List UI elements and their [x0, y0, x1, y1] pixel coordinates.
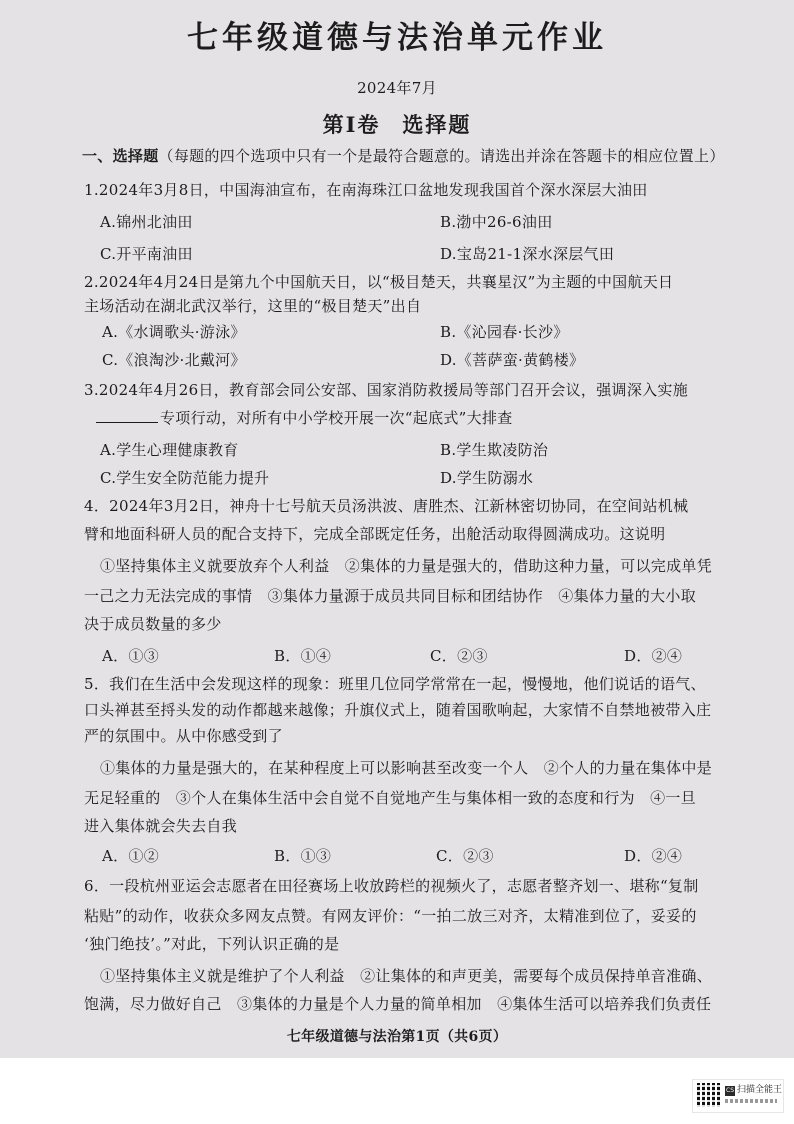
q3-option-d: D.学生防溺水 — [440, 469, 534, 487]
q5-stem-line3: 严的氛围中。从中你感受到了 — [84, 727, 283, 745]
q5-stem-line6: 进入集体就会失去自我 — [84, 817, 238, 835]
page-title: 七年级道德与法治单元作业 — [187, 20, 607, 56]
q5-option-b: B．①③ — [274, 847, 332, 865]
q4-stem-line1: 4．2024年3月2日，神舟十七号航天员汤洪波、唐胜杰、江新林密切协同，在空间站机械 — [84, 497, 689, 515]
q3-stem-line2 — [96, 408, 513, 428]
badge-subtext — [725, 1099, 777, 1103]
q1-option-b: B.渤中26-6油田 — [440, 213, 553, 231]
q5-option-a: A．①② — [102, 847, 160, 865]
section-volume: 第Ⅰ卷 — [322, 112, 381, 137]
exam-date: 2024年7月 — [357, 79, 437, 97]
q4-option-a: A．①③ — [102, 647, 160, 665]
q1-option-d: D.宝岛21-1深水深层气田 — [440, 245, 615, 263]
q5-option-c: C．②③ — [436, 847, 494, 865]
q2-option-b: B.《沁园春·长沙》 — [440, 323, 569, 341]
q1-stem: 1.2024年3月8日，中国海油宣布，在南海珠江口盆地发现我国首个深水深层大油田 — [84, 181, 648, 199]
q4-stem-line5: 决于成员数量的多少 — [84, 615, 222, 633]
q5-stem-line4: ①集体的力量是强大的，在某种程度上可以影响甚至改变一个人 ②个人的力量在集体中是 — [100, 759, 713, 777]
answer-blank — [96, 408, 158, 423]
cs-logo-icon: CS — [726, 1087, 734, 1094]
q2-option-d: D.《菩萨蛮·黄鹤楼》 — [440, 351, 585, 369]
q5-stem-line1: 5．我们在生活中会发现这样的现象：班里几位同学常常在一起，慢慢地，他们说话的语气、 — [84, 675, 706, 693]
q2-stem-line2: 主场活动在湖北武汉举行，这里的“极目楚天”出自 — [84, 297, 422, 315]
q4-stem-line4: 一己之力无法完成的事情 ③集体力量源于成员共同目标和团结协作 ④集体力量的大小取 — [84, 587, 697, 605]
page-footer: 七年级道德与法治第1页（共6页） — [286, 1029, 508, 1045]
q4-stem-line3: ①坚持集体主义就要放弃个人利益 ②集体的力量是强大的，借助这种力量，可以完成单凭 — [100, 557, 713, 575]
q5-option-d: D．②④ — [624, 847, 683, 865]
q4-stem-line2: 臂和地面科研人员的配合支持下，完成全部既定任务，出舱活动取得圆满成功。这说明 — [84, 525, 666, 543]
q6-stem-line5: 饱满，尽力做好自己 ③集体的力量是个人力量的简单相加 ④集体生活可以培养我们负责任 — [84, 995, 712, 1013]
q3-stem-line2-text: 专项行动，对所有中小学校开展一次“起底式”大排查 — [160, 409, 513, 427]
section-name: 选择题 — [402, 112, 472, 137]
q6-stem-line1: 6．一段杭州亚运会志愿者在田径赛场上收放跨栏的视频火了，志愿者整齐划一、堪称“复制 — [84, 877, 699, 895]
q1-option-c: C.开平南油田 — [100, 245, 193, 263]
q4-option-c: C．②③ — [430, 647, 488, 665]
q2-option-c: C.《浪淘沙·北戴河》 — [102, 351, 246, 369]
q6-stem-line4: ①坚持集体主义就是维护了个人利益 ②让集体的和声更美，需要每个成员保持单音准确、 — [100, 967, 713, 985]
q3-stem-line1: 3.2024年4月26日，教育部会同公安部、国家消防救援局等部门召开会议，强调深入实施 — [84, 381, 689, 399]
qr-code-icon — [697, 1083, 721, 1107]
q4-option-b: B．①④ — [274, 647, 332, 665]
scanner-badge — [692, 1079, 784, 1113]
q5-stem-line2: 口头禅甚至捋头发的动作都越来越像；升旗仪式上，随着国歌响起，大家情不自禁地被带入庄 — [84, 701, 712, 719]
part-instruction — [82, 146, 725, 166]
q3-option-a: A.学生心理健康教育 — [100, 441, 239, 459]
scanner-app-name: 扫描全能王 — [737, 1085, 783, 1095]
q1-option-a: A.锦州北油田 — [100, 213, 193, 231]
section-heading — [0, 110, 794, 140]
part-note: （每题的四个选项中只有一个是最符合题意的。请选出并涂在答题卡的相应位置上） — [158, 147, 725, 165]
part-heading: 一、选择题 — [82, 147, 159, 165]
q2-option-a: A.《水调歌头·游泳》 — [102, 323, 246, 341]
q6-stem-line3: ‘独门绝技’。”对此，下列认识正确的是 — [84, 935, 340, 953]
q3-option-b: B.学生欺凌防治 — [440, 441, 549, 459]
q5-stem-line5: 无足轻重的 ③个人在集体生活中会自觉不自觉地产生与集体相一致的态度和行为 ④一旦 — [84, 789, 697, 807]
q4-option-d: D．②④ — [624, 647, 683, 665]
q3-option-c: C.学生安全防范能力提升 — [100, 469, 270, 487]
q6-stem-line2: 粘贴”的动作，收获众多网友点赞。有网友评价：“一拍二放三对齐，太精准到位了，妥妥的 — [84, 907, 697, 925]
q2-stem-line1: 2.2024年4月24日是第九个中国航天日，以“极目楚天，共襄星汉”为主题的中国航天日 — [84, 273, 674, 291]
